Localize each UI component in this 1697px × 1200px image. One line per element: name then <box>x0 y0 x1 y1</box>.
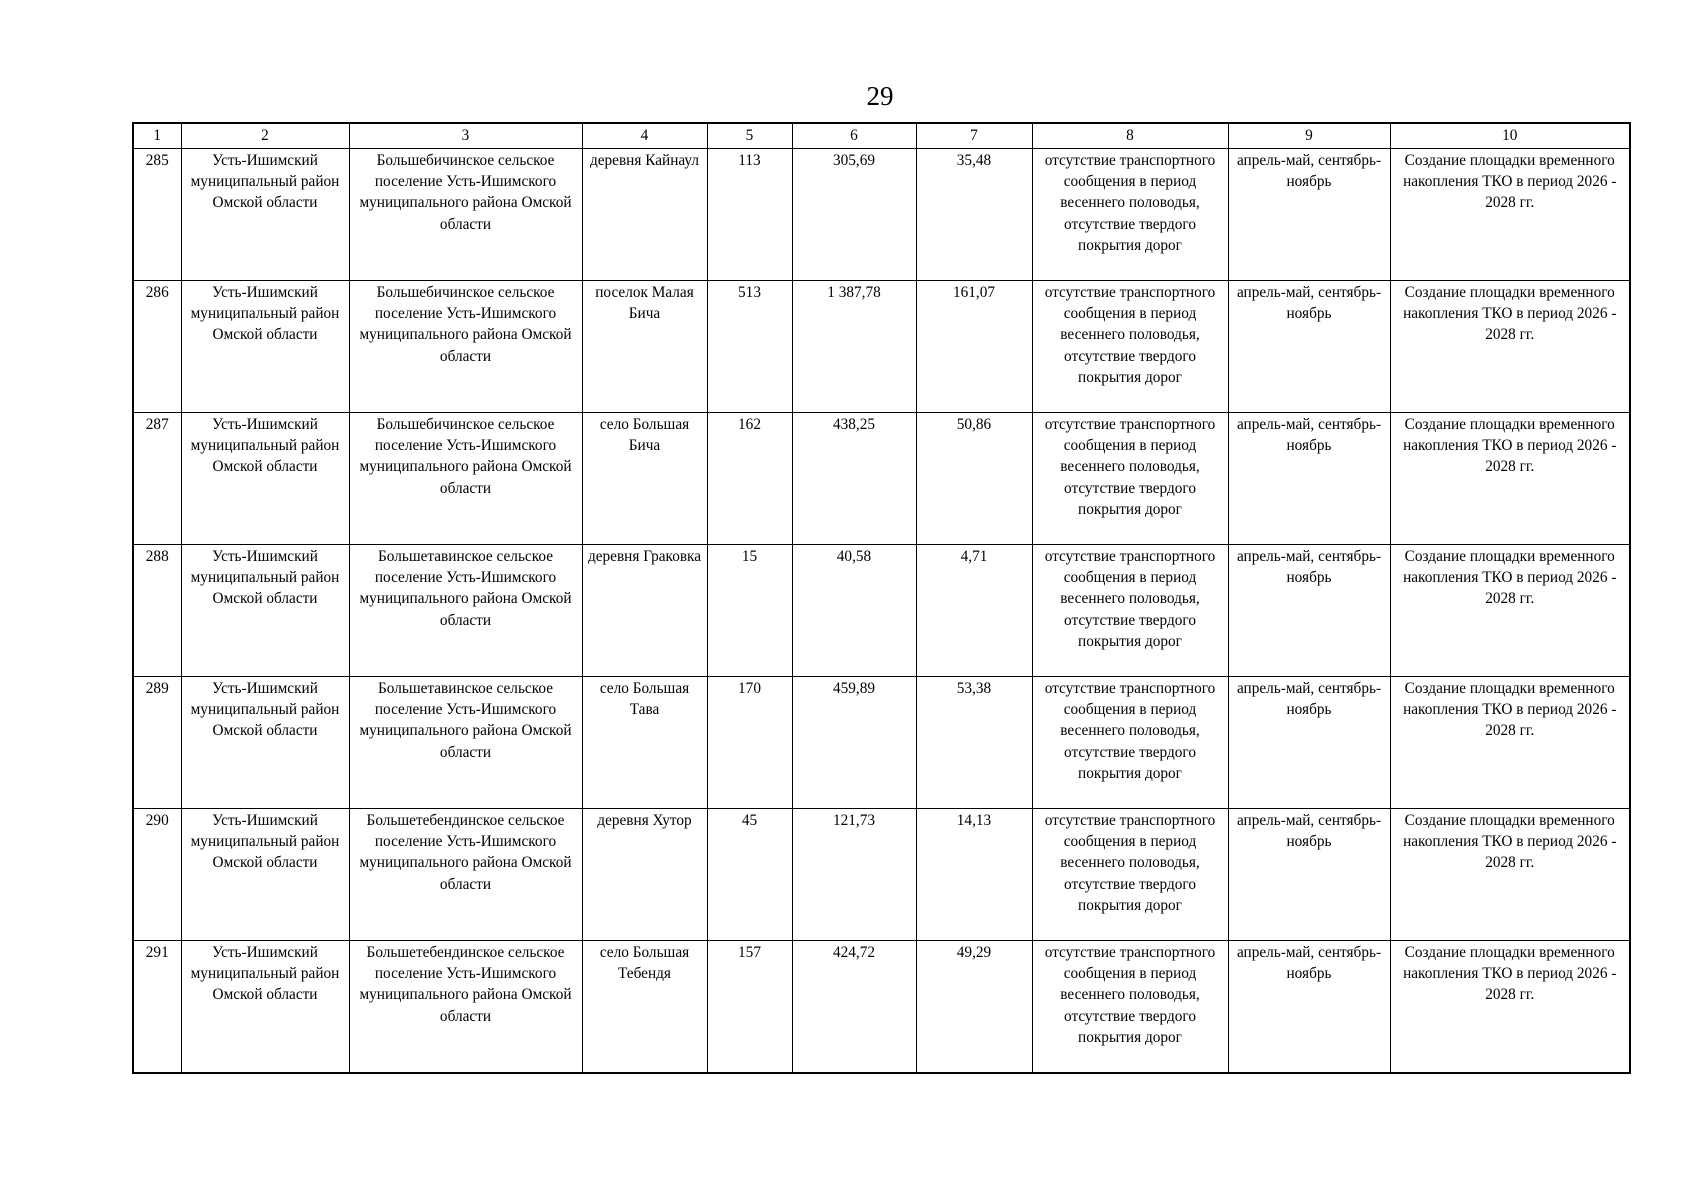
column-header-4: 4 <box>582 123 707 149</box>
settlements-table <box>132 122 1631 1074</box>
measure-cell: Создание площадки временного накопления ТКО в период 2026 - 2028 гг. <box>1390 941 1630 1073</box>
column-header-8: 8 <box>1032 123 1228 149</box>
reason-cell: отсутствие транспортного сообщения в период весеннего половодья, отсутствие твердого покрытия дорог <box>1032 149 1228 281</box>
settlement-cell: Большебичинское сельское поселение Усть-Ишимского муниципального района Омской области <box>349 149 582 281</box>
population-cell: 162 <box>707 413 792 545</box>
value-6-cell: 40,58 <box>792 545 916 677</box>
row-number-cell: 289 <box>133 677 181 809</box>
district-cell: Усть-Ишимский муниципальный район Омской области <box>181 413 349 545</box>
locality-cell: село Большая Бича <box>582 413 707 545</box>
column-header-1: 1 <box>133 123 181 149</box>
population-cell: 513 <box>707 281 792 413</box>
locality-cell: поселок Малая Бича <box>582 281 707 413</box>
value-7-cell: 50,86 <box>916 413 1032 545</box>
value-7-cell: 49,29 <box>916 941 1032 1073</box>
settlement-cell: Большетавинское сельское поселение Усть-Ишимского муниципального района Омской области <box>349 545 582 677</box>
reason-cell: отсутствие транспортного сообщения в период весеннего половодья, отсутствие твердого покрытия дорог <box>1032 809 1228 941</box>
measure-cell: Создание площадки временного накопления ТКО в период 2026 - 2028 гг. <box>1390 149 1630 281</box>
district-cell: Усть-Ишимский муниципальный район Омской области <box>181 809 349 941</box>
column-header-2: 2 <box>181 123 349 149</box>
population-cell: 113 <box>707 149 792 281</box>
locality-cell: деревня Граковка <box>582 545 707 677</box>
settlement-cell: Большебичинское сельское поселение Усть-Ишимского муниципального района Омской области <box>349 413 582 545</box>
measure-cell: Создание площадки временного накопления ТКО в период 2026 - 2028 гг. <box>1390 413 1630 545</box>
value-7-cell: 4,71 <box>916 545 1032 677</box>
measure-cell: Создание площадки временного накопления ТКО в период 2026 - 2028 гг. <box>1390 809 1630 941</box>
population-cell: 157 <box>707 941 792 1073</box>
reason-cell: отсутствие транспортного сообщения в период весеннего половодья, отсутствие твердого покрытия дорог <box>1032 941 1228 1073</box>
row-number-cell: 285 <box>133 149 181 281</box>
column-header-3: 3 <box>349 123 582 149</box>
period-cell: апрель-май, сентябрь-ноябрь <box>1228 545 1390 677</box>
measure-cell: Создание площадки временного накопления ТКО в период 2026 - 2028 гг. <box>1390 545 1630 677</box>
period-cell: апрель-май, сентябрь-ноябрь <box>1228 413 1390 545</box>
population-cell: 15 <box>707 545 792 677</box>
settlement-cell: Большетебендинское сельское поселение Усть-Ишимского муниципального района Омской области <box>349 809 582 941</box>
table-row <box>133 281 1630 413</box>
settlement-cell: Большебичинское сельское поселение Усть-Ишимского муниципального района Омской области <box>349 281 582 413</box>
reason-cell: отсутствие транспортного сообщения в период весеннего половодья, отсутствие твердого покрытия дорог <box>1032 677 1228 809</box>
column-header-6: 6 <box>792 123 916 149</box>
value-7-cell: 35,48 <box>916 149 1032 281</box>
district-cell: Усть-Ишимский муниципальный район Омской области <box>181 281 349 413</box>
value-6-cell: 459,89 <box>792 677 916 809</box>
reason-cell: отсутствие транспортного сообщения в период весеннего половодья, отсутствие твердого покрытия дорог <box>1032 413 1228 545</box>
table-row <box>133 677 1630 809</box>
locality-cell: село Большая Тебендя <box>582 941 707 1073</box>
value-6-cell: 438,25 <box>792 413 916 545</box>
row-number-cell: 290 <box>133 809 181 941</box>
column-header-9: 9 <box>1228 123 1390 149</box>
period-cell: апрель-май, сентябрь-ноябрь <box>1228 281 1390 413</box>
value-7-cell: 14,13 <box>916 809 1032 941</box>
district-cell: Усть-Ишимский муниципальный район Омской области <box>181 545 349 677</box>
period-cell: апрель-май, сентябрь-ноябрь <box>1228 809 1390 941</box>
settlement-cell: Большетебендинское сельское поселение Усть-Ишимского муниципального района Омской области <box>349 941 582 1073</box>
period-cell: апрель-май, сентябрь-ноябрь <box>1228 941 1390 1073</box>
measure-cell: Создание площадки временного накопления ТКО в период 2026 - 2028 гг. <box>1390 281 1630 413</box>
column-header-10: 10 <box>1390 123 1630 149</box>
table-row <box>133 413 1630 545</box>
locality-cell: деревня Кайнаул <box>582 149 707 281</box>
district-cell: Усть-Ишимский муниципальный район Омской области <box>181 677 349 809</box>
row-number-cell: 287 <box>133 413 181 545</box>
period-cell: апрель-май, сентябрь-ноябрь <box>1228 677 1390 809</box>
value-7-cell: 53,38 <box>916 677 1032 809</box>
locality-cell: село Большая Тава <box>582 677 707 809</box>
reason-cell: отсутствие транспортного сообщения в период весеннего половодья, отсутствие твердого покрытия дорог <box>1032 281 1228 413</box>
district-cell: Усть-Ишимский муниципальный район Омской области <box>181 149 349 281</box>
row-number-cell: 291 <box>133 941 181 1073</box>
table-header-row <box>133 123 1630 149</box>
table-row <box>133 149 1630 281</box>
reason-cell: отсутствие транспортного сообщения в период весеннего половодья, отсутствие твердого покрытия дорог <box>1032 545 1228 677</box>
table-row <box>133 545 1630 677</box>
measure-cell: Создание площадки временного накопления ТКО в период 2026 - 2028 гг. <box>1390 677 1630 809</box>
page-number: 29 <box>866 81 894 111</box>
column-header-7: 7 <box>916 123 1032 149</box>
settlement-cell: Большетавинское сельское поселение Усть-Ишимского муниципального района Омской области <box>349 677 582 809</box>
value-7-cell: 161,07 <box>916 281 1032 413</box>
value-6-cell: 305,69 <box>792 149 916 281</box>
locality-cell: деревня Хутор <box>582 809 707 941</box>
district-cell: Усть-Ишимский муниципальный район Омской области <box>181 941 349 1073</box>
row-number-cell: 286 <box>133 281 181 413</box>
column-header-5: 5 <box>707 123 792 149</box>
value-6-cell: 1 387,78 <box>792 281 916 413</box>
population-cell: 45 <box>707 809 792 941</box>
population-cell: 170 <box>707 677 792 809</box>
period-cell: апрель-май, сентябрь-ноябрь <box>1228 149 1390 281</box>
table-row <box>133 809 1630 941</box>
row-number-cell: 288 <box>133 545 181 677</box>
value-6-cell: 424,72 <box>792 941 916 1073</box>
table-row <box>133 941 1630 1073</box>
value-6-cell: 121,73 <box>792 809 916 941</box>
